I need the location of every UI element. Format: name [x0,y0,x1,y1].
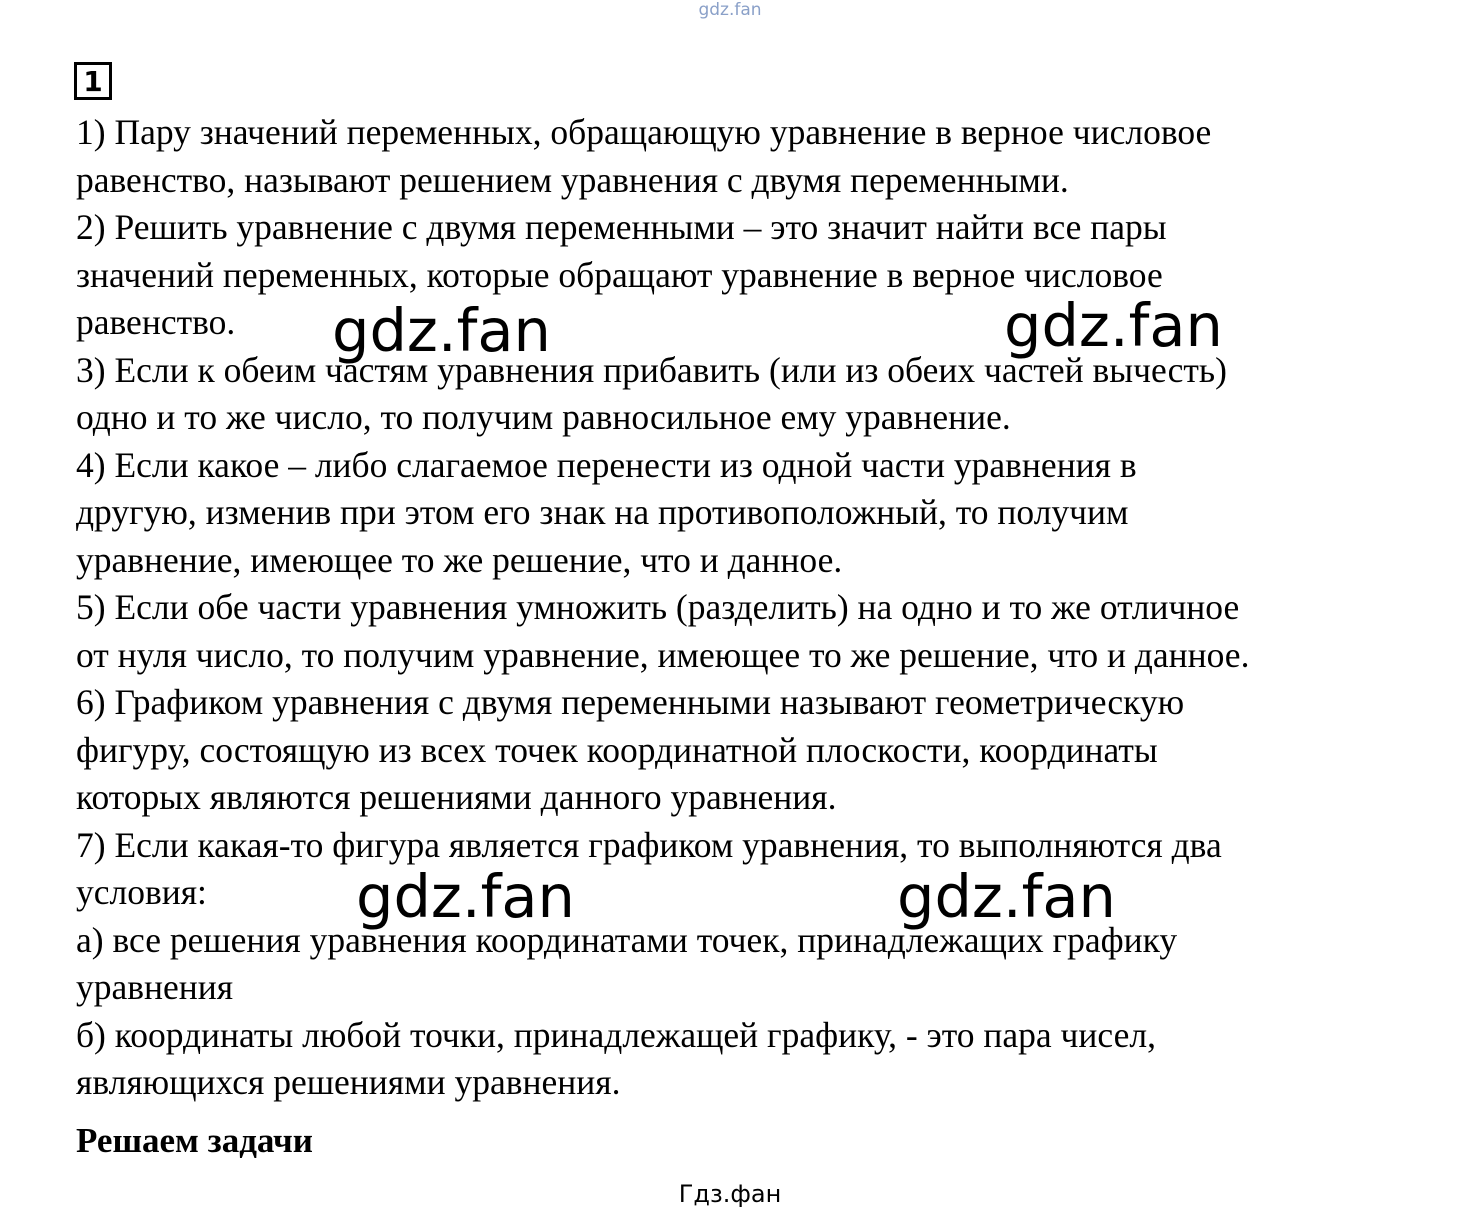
text-line: б) координаты любой точки, принадлежащей графику, - это пара чисел, [76,1014,1156,1055]
text-line: от нуля число, то получим уравнение, имеющее то же решение, что и данное. [76,634,1250,675]
text-line: другую, изменив при этом его знак на противоположный, то получим [76,492,1129,532]
text-line: являющихся решениями уравнения. [76,1062,621,1102]
top-watermark: gdz.fan [698,0,762,20]
text-line: равенство. [76,302,236,342]
text-line: одно и то же число, то получим равносильное ему уравнение. [76,397,1011,437]
answer-text [76,109,1396,1107]
watermark-large: gdz.fan [356,862,575,931]
watermark-large: gdz.fan [897,862,1116,931]
text-line: 5) Если обе части уравнения умножить (разделить) на одно и то же отличное [76,587,1240,627]
text-line: фигуру, состоящую из всех точек координатной плоскости, координаты [76,729,1158,770]
text-line: 3) Если к обеим частям уравнения прибавить (или из обеих частей вычесть) [76,349,1227,390]
text-line: 6) Графиком уравнения с двумя переменными называют геометрическую [76,682,1185,722]
text-line: 2) Решить уравнение с двумя переменными – это значит найти все пары [76,207,1167,247]
text-line: которых являются решениями данного уравнения. [76,777,837,817]
text-line: а) все решения уравнения координатами точек, принадлежащих графику [76,919,1178,960]
task-number-box: 1 [74,62,112,100]
text-line: значений переменных, которые обращают уравнение в верное числовое [76,254,1163,295]
text-line: равенство, называют решением уравнения с двумя переменными. [76,159,1069,200]
text-line: условия: [76,872,207,912]
watermark-large: gdz.fan [1004,291,1223,360]
text-line: 1) Пару значений переменных, обращающую уравнение в верное числовое [76,112,1212,152]
watermark-large: gdz.fan [332,296,551,365]
section-heading: Решаем задачи [76,1121,313,1160]
bottom-watermark: Гдз.фан [678,1180,782,1208]
text-line: уравнения [76,967,234,1007]
text-line: 7) Если какая-то фигура является графиком уравнения, то выполняются два [76,824,1222,865]
text-line: 4) Если какое – либо слагаемое перенести из одной части уравнения в [76,444,1137,485]
text-line: уравнение, имеющее то же решение, что и данное. [76,539,843,580]
